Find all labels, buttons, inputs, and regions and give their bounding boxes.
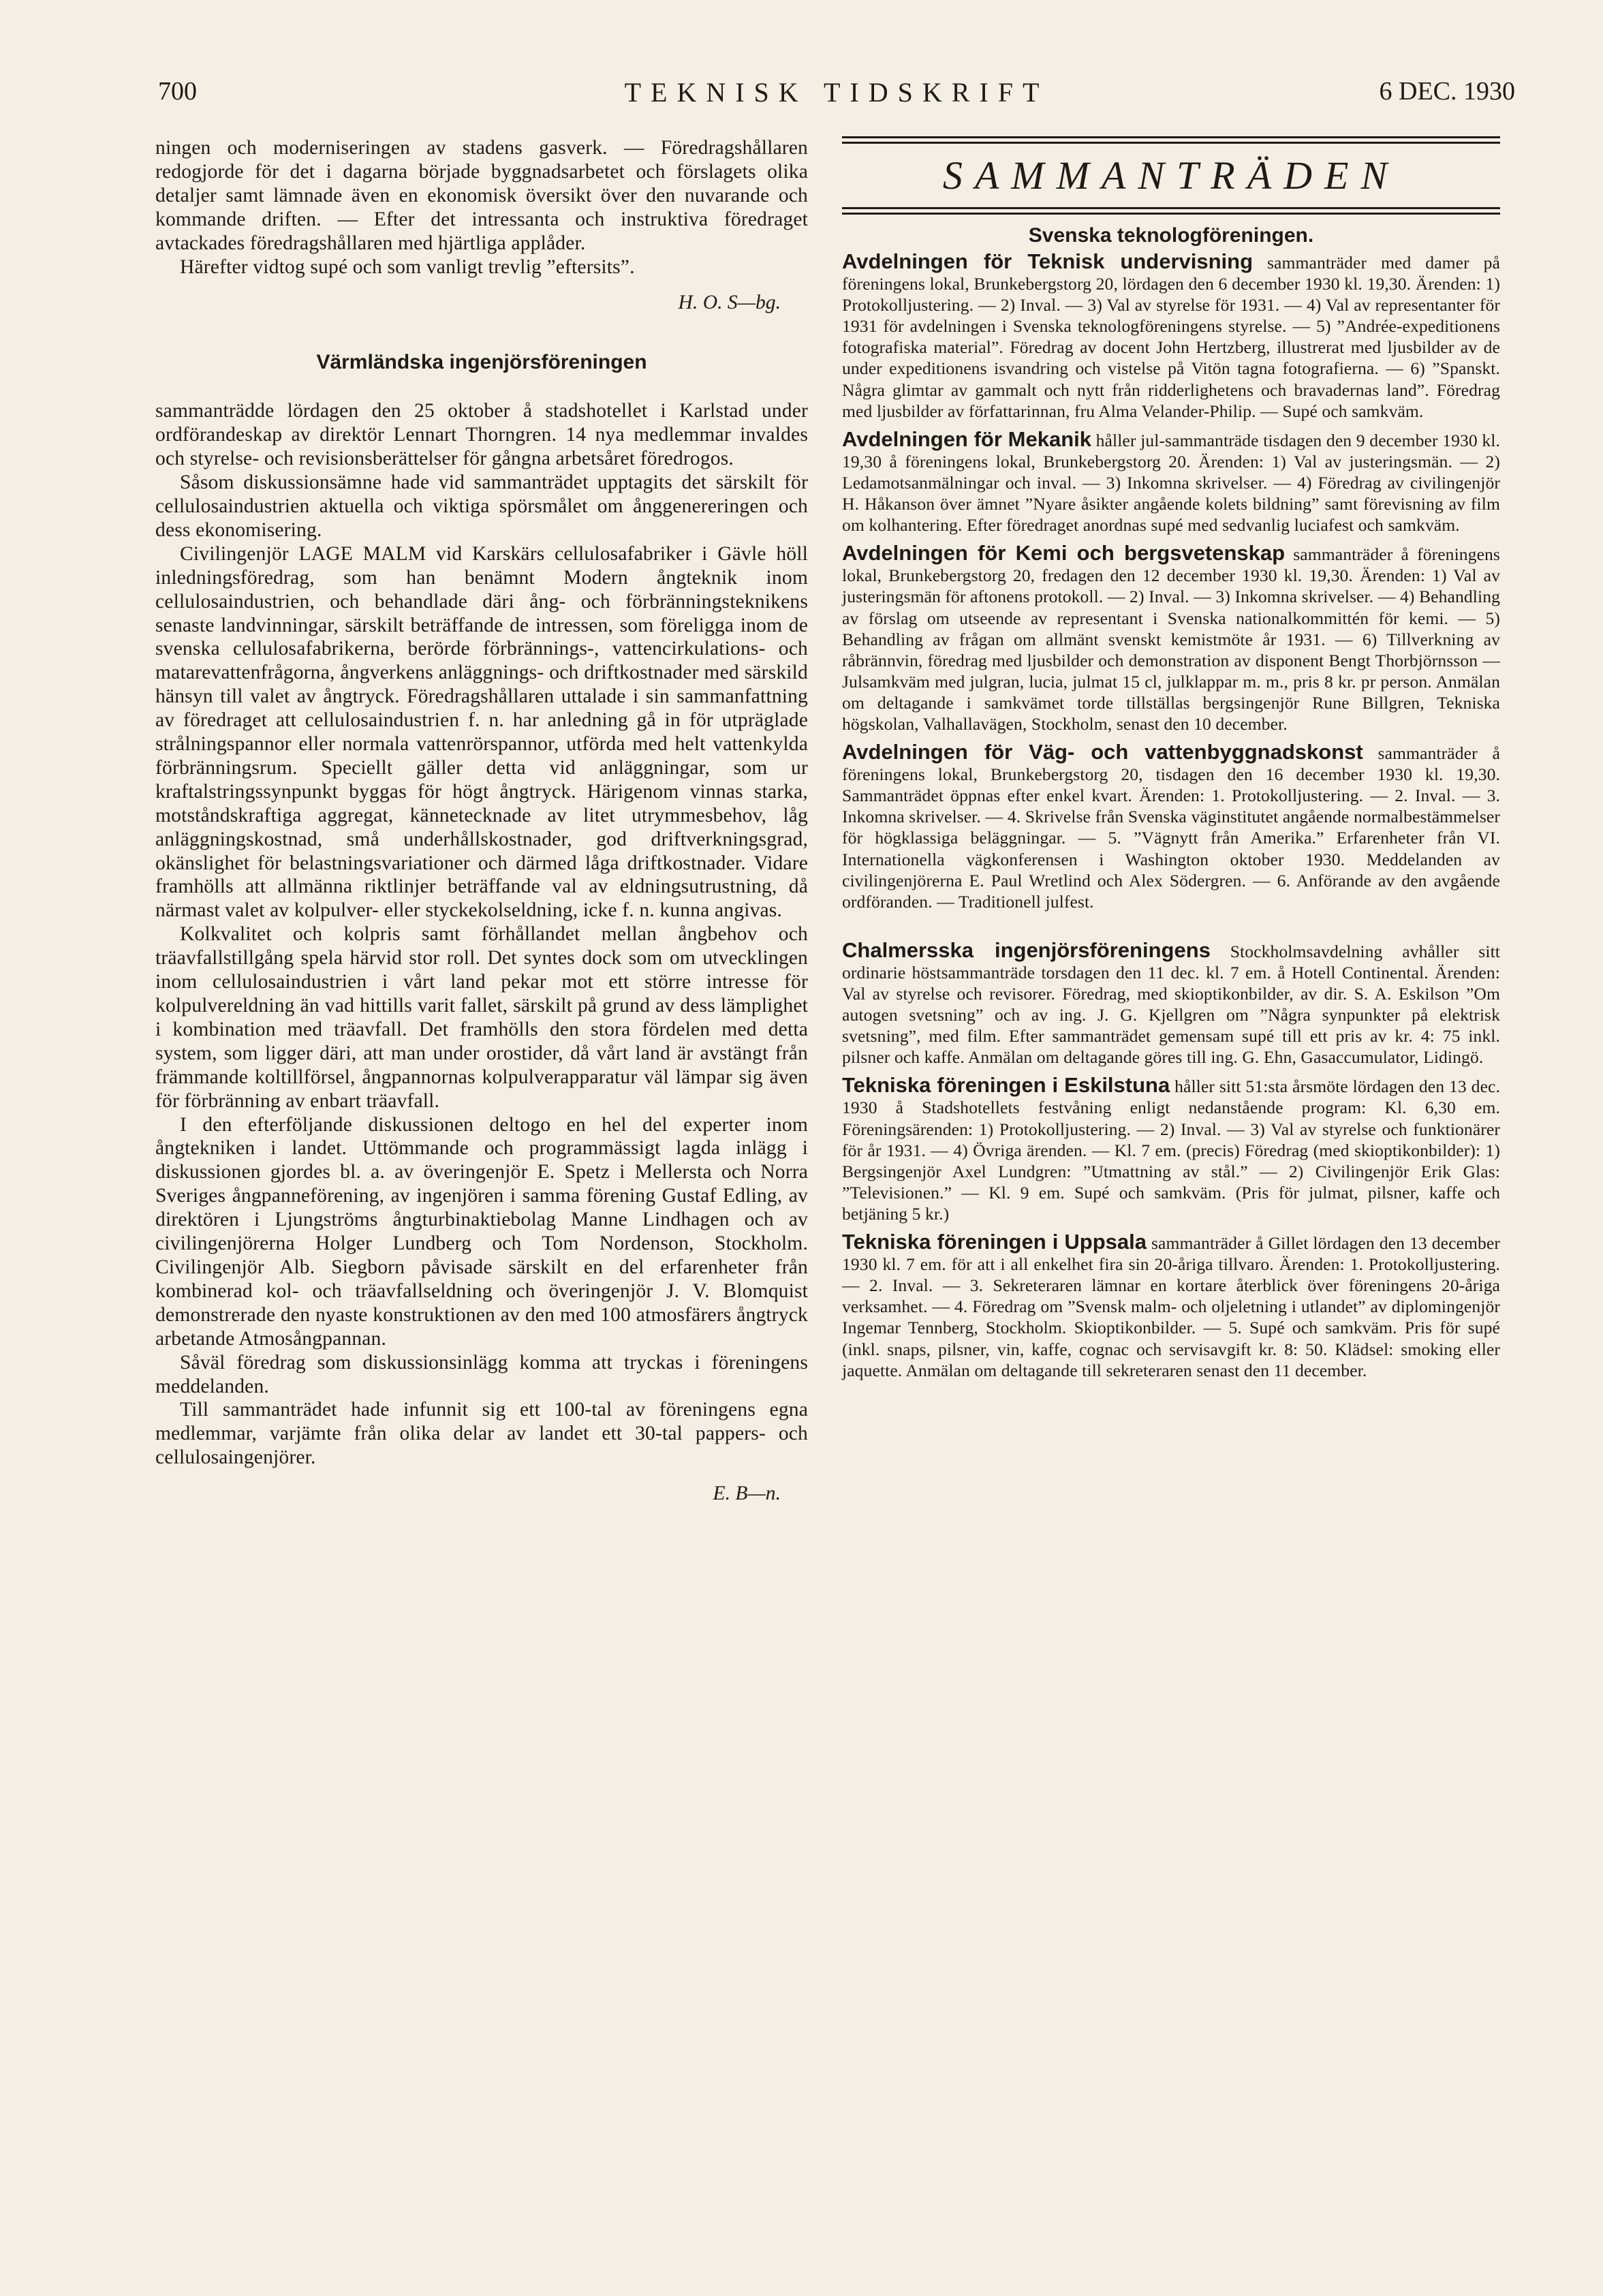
banner-title: SAMMANTRÄDEN [942,153,1400,198]
section-paragraph: Civilingenjör LAGE MALM vid Karskärs cellulosafabriker i Gävle höll inledningsföredrag, som han benämnt Modern ångteknik inom cellulosaindustrien, och behandlade däri ång- och förbränningsteknikens senaste landvinningar, särskilt beträffande de intressen, som föreligga inom de svenska cellulosafabrikerna, berörde förbrännings-, vattencirkulations- och matarevattenfrågorna, ångverkens anläggnings- och driftkostnader med särskild hänsyn till valet av ångtryck. Föredragshållaren uttalade i sin sammanfattning av föredraget att cellulosaindustrien f. n. har anledning gå in för utpräglade strålningspannor eller normala vattenrörspannor, utförda med helt vattenkylda förbränningsrum. Speciellt gäller detta vid anläggningar, som ur kraftalstringssynpunkt byggas för högt ångtryck. Härigenom vinnas starka, motståndskraftiga aggregat, kännetecknade av litet utrymmesbehov, låg anläggningskostnad, små underhållskostnader, god driftverkningsgrad, okänslighet för belastningsvariationer och därmed låga driftkostnader. Vidare framhölls att allmänna riktlinjer beträffande val av eldningsutrustning, då närmast valet av kolpulver- eller styckekolseldning, icke f. n. kunna angivas. [155,542,808,922]
meeting-entry [842,542,1500,734]
entry-lead: Tekniska föreningen i Uppsala [842,1230,1147,1254]
entry-lead: Avdelningen för Väg- och vattenbyggnadskonst [842,740,1363,764]
meeting-entry [842,741,1500,912]
entry-lead: Avdelningen för Mekanik [842,426,1091,451]
section-paragraph: Till sammanträdet hade infunnit sig ett 100-tal av föreningens egna medlemmar, varjämte från olika delar av landet ett 30-tal pappers- och cellulosaingenjörer. [155,1399,808,1469]
entry-text: Stockholmsavdelning avhåller sitt ordinarie höstsammanträde torsdagen den 11 dec. kl. 7 em. å Hotell Continental. Ärenden: Val av styrelse och revisorer. Föredrag, med skioptikonbilder, av dir. S. A. Eskilson ”Om autogen svetsning” och av ing. J. G. Kjellgren om ”Några synpunkter på elektrisk svetsning”, med film. Efter sammanträdet gemensam supé till ett pris av kr. 4: 75 inkl. pilsner och kaffe. Anmälan om deltagande göres till ing. G. Ehn, Gasaccumulator, Lidingö. [842,941,1500,1068]
meeting-entry [842,1074,1500,1224]
entry-lead: Avdelningen för Kemi och bergsvetenskap [842,541,1286,565]
entry-lead: Tekniska föreningen i Eskilstuna [842,1073,1170,1098]
issue-date: 6 DEC. 1930 [1379,77,1515,106]
section-paragraph: Såsom diskussionsämne hade vid sammanträdet upptagits det särskilt för cellulosaindustrien aktuella och viktiga spörsmålet om ånggenereringen och dess ekonomisering. [155,471,808,541]
section-paragraph: sammanträdde lördagen den 25 oktober å stadshotellet i Karlstad under ordförandeskap av direktör Lennart Thorngren. 14 nya medlemmar invaldes och styrelse- och revisionsberättelser för gångna arbetsåret föredrogos. [155,400,808,470]
left-column [155,136,808,1506]
banner-rule [842,136,1500,138]
entry-lead: Chalmersska ingenjörsföreningens [842,937,1211,962]
entry-text: sammanträder med damer på föreningens lokal, Brunkebergstorg 20, lördagen den 6 december 1930 kl. 19,30. Ärenden: 1) Protokolljustering. — 2) Inval. — 3) Val av styrelse för 1931. — 4) Val av representanter för 1931 för avdelningen i Svenska teknologföreningens styrelse. — 5) ”Andrée-expeditionens fotografiska material”. Föredrag av docent John Hertzberg, illustrerat med ljusbilder av de under expeditionens isvandring och vistelse på Vitön tagna fotografierna. — 6) ”Spanskt. Några glimtar av gammalt och nytt från ridderlighetens och bravadernas land”. Föredrag med ljusbilder av författarinnan, fru Alma Velander-Philip. — Supé och samkväm. [842,253,1501,421]
section-heading: Värmländska ingenjörsföreningen [316,351,647,374]
intro-signature: H. O. S—bg. [678,292,781,314]
page-number: 700 [158,77,197,106]
intro-paragraph: Härefter vidtog supé och som vanligt trevlig ”eftersits”. [180,255,635,278]
meeting-entry [842,937,1500,1068]
banner-rule [842,213,1500,215]
intro-paragraph: ningen och moderniseringen av stadens gasverk. — Föredragshållaren redogjorde för det i dagarna började byggnadsarbetet och förslagets olika detaljer samt lämnade även en ekonomisk översikt över den nuvarande och kommande driften. — Efter det intressanta och instruktiva föredraget avtackades föredragshållaren med hjärtliga applåder. [155,137,808,254]
meeting-entry [842,251,1500,422]
section-paragraph: Såväl föredrag som diskussionsinlägg komma att tryckas i föreningens meddelanden. [155,1351,808,1397]
entry-text: håller sitt 51:sta årsmöte lördagen den 13 dec. 1930 å Stadshotellets festvåning enligt nedanstående program: Kl. 6,30 em. Föreningsärenden: 1) Protokolljustering. — 2) Inval. — 3) Val av styrelse och funktionärer för år 1931. — 4) Övriga ärenden. — Kl. 7 em. (precis) Föredrag (med skioptikonbilder): 1) Bergsingenjör Axel Lundgren: ”Utmattning av stål.” — 2) Civilingenjör Erik Glas: ”Televisionen.” — Kl. 9 em. Supé och samkväm. (Pris för julmat, pilsner, kaffe och betjäning 5 kr.) [842,1076,1501,1224]
meeting-entry [842,426,1501,536]
entry-lead: Avdelningen för Teknisk undervisning [842,249,1254,273]
sammantraden-banner [842,136,1500,218]
entry-text: håller jul-sammanträde tisdagen den 9 december 1930 kl. 19,30 å föreningens lokal, Brunkebergstorg 20. Ärenden: 1) Val av justeringsmän. — 2) Ledamotsanmälningar och inval. — 3) Inkomna skrivelser. — 4) Föredrag av civilingenjör H. Håkanson över ämnet ”Nyare åsikter angående kolets bildning” samt förevisning av film om kolhantering. Efter föredraget anordnas supé med sedvanlig luciafest och samkväm. [842,430,1501,536]
meeting-entry [842,1231,1500,1381]
banner-rule [842,142,1500,144]
banner-rule [842,207,1500,209]
entry-text: sammanträder å föreningens lokal, Brunkebergstorg 20, tisdagen den 16 december 1930 kl. 19,30. Sammanträdet öppnas efter enkel kvart. Ärenden: 1. Protokolljustering. — 2. Inval. — 3. Inkomna skrivelser. — 4. Skrivelse från Svenska väginstitutet angående normalbestämmelser för högklassiga beläggningar. — 5. ”Vägnytt från Amerika.” Erfarenheter från VI. Internationella vägkonferensen i Washington oktober 1930. Meddelanden av civilingenjörerna E. Paul Wretlind och Alex Södergren. — 6. Anförande av den avgående ordföranden. — Traditionell julfest. [842,743,1500,912]
right-column [842,136,1500,1388]
section-paragraph: I den efterföljande diskussionen deltogo en hel del experter inom ångtekniken i landet. Uttömmande och programmässigt lagda inlägg i diskussionen gjordes bl. a. av överingenjör E. Spetz i Mellersta och Norra Sveriges ångpanneförening, av ingenjören i samma förening Gustaf Edling, av direktören i Ljungströms ångturbinaktiebolag Manne Lindhagen och av civilingenjörerna Holger Lundberg och Tom Nordenson, Stockholm. Civilingenjör Alb. Siegborn påvisade särskilt en del erfarenheter från kombinerad kol- och träavfallseldning och överingenjör J. V. Blomquist demonstrerade den nyaste konstruktionen av den med 100 atmosfärers ångtryck arbetande Atmosångpannan. [155,1113,808,1350]
section-paragraph: Kolkvalitet och kolpris samt förhållandet mellan ångbehov och träavfallstillgång spela härvid stor roll. Det syntes dock som om utvecklingen inom cellulosaindustrien i vårt land pekar mot ett större intresse för kolpulvereldning än vad hittills varit fallet, särskilt på grund av dess lämplighet i kombination med träavfall. Det framhölls den stora fördelen med detta system, som ligger däri, att man under orostider, då vårt land är avstängt från främmande koltillförsel, ångpannornas kolpulverapparatur väl lämpar sig även för förbränning av enbart träavfall. [155,923,808,1112]
subheading: Svenska teknologföreningen. [1028,224,1314,247]
entry-text: sammanträder å föreningens lokal, Brunkebergstorg 20, fredagen den 12 december 1930 kl. 19,30. Ärenden: 1) Val av justeringsmän för aftonens protokoll. — 2) Inval. — 3) Inkomna skrivelser. — 4) Behandling av förslag om utseende av representant i Svenska nationalkommittén för kemi. — 5) Behandling av frågan om allmänt svenskt kemistmöte år 1931. — 6) Tillverkning av råbrännvin, föredrag med ljusbilder och demonstration av disponent Bengt Thorbjörnsson — Julsamkväm med julgran, lucia, julmat 15 cl, julklappar m. m., pris 8 kr. pr person. Anmälan om deltagande i samkvämet torde tillställas bergsingenjör Rune Billgren, Tekniska högskolan, Valhallavägen, Stockholm, senast den 10 december. [842,544,1500,734]
section-signature: E. B—n. [713,1483,781,1505]
page-header [158,76,1515,117]
journal-title: TEKNISK TIDSKRIFT [624,77,1049,108]
entry-text: sammanträder å Gillet lördagen den 13 december 1930 kl. 7 em. för att i all enkelhet fira sin 20-åriga tillvaro. Ärenden: 1. Protokolljustering. — 2. Inval. — 3. Sekreteraren lämnar en kortare återblick över föreningens 20-åriga verksamhet. — 4. Föredrag om ”Svensk malm- och oljeletning i utlandet” av diplomingenjör Ingemar Tennberg, Stockholm. Skioptikonbilder. — 5. Supé och samkväm. Pris för supé (inkl. snaps, pilsner, vin, kaffe, cognac och servisavgift kr. 8: 50. Klädsel: smoking eller jaquette. Anmälan om deltagande till sekreteraren senast den 11 december. [842,1233,1500,1380]
